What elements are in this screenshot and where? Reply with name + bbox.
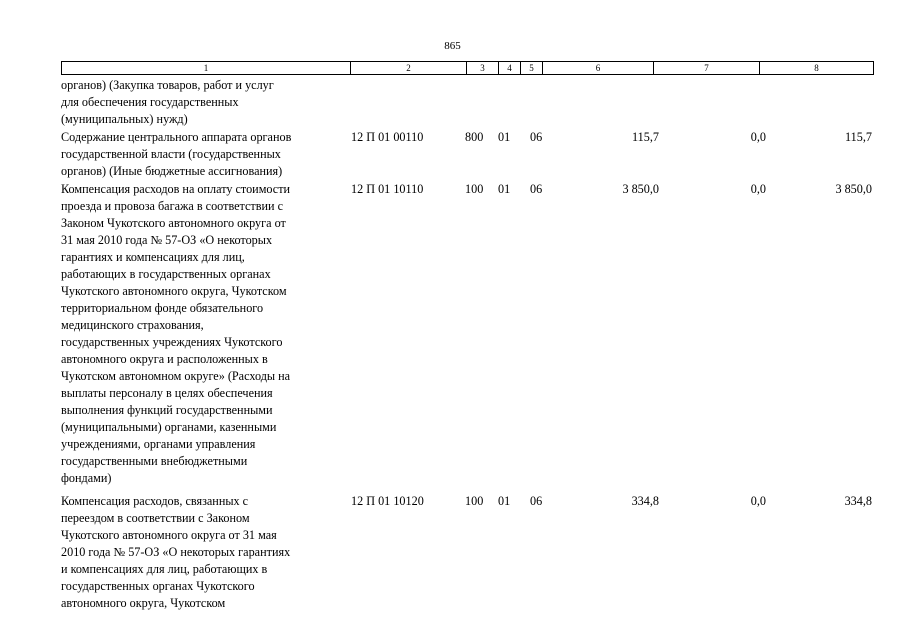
header-col-3: 3 bbox=[467, 62, 499, 74]
row-amount-1: 3 850,0 bbox=[622, 182, 659, 196]
row-amount-1: 334,8 bbox=[631, 494, 659, 508]
row-amount-2: 0,0 bbox=[750, 130, 766, 144]
header-col-5: 5 bbox=[521, 62, 543, 74]
row-amount-1: 115,7 bbox=[632, 130, 659, 144]
row-name: Компенсация расходов, связанных с переездом в соответствии с Законом Чукотского автономного округа от 31 мая 2010 года № 57-ОЗ «О некоторых гарантиях и компенсациях для лиц, работающих в государственных органах Чукотского автономного округа, Чукотском bbox=[61, 494, 291, 610]
header-col-2: 2 bbox=[351, 62, 467, 74]
row-amount-3: 3 850,0 bbox=[835, 182, 872, 196]
row-amount-2: 0,0 bbox=[750, 182, 766, 196]
row-expense-type: 800 bbox=[465, 130, 484, 144]
row-target-article: 12 П 01 10110 bbox=[351, 182, 424, 196]
row-name: Содержание центрального аппарата органов государственной власти (государственных органов) (Иные бюджетные ассигнования) bbox=[61, 130, 292, 178]
row-amount-3: 334,8 bbox=[844, 494, 872, 508]
row-subsection: 06 bbox=[530, 494, 543, 508]
header-col-4: 4 bbox=[499, 62, 521, 74]
row-amount-2: 0,0 bbox=[750, 494, 766, 508]
row-name: органов) (Закупка товаров, работ и услуг для обеспечения государственных (муниципальных) нужд) bbox=[61, 78, 274, 126]
row-expense-type: 100 bbox=[465, 182, 484, 196]
row-expense-type: 100 bbox=[465, 494, 484, 508]
row-section: 01 bbox=[498, 182, 511, 196]
page-number: 865 bbox=[444, 40, 461, 52]
row-subsection: 06 bbox=[530, 130, 543, 144]
header-col-8: 8 bbox=[760, 62, 874, 74]
header-col-1: 1 bbox=[62, 62, 351, 74]
row-amount-3: 115,7 bbox=[845, 130, 872, 144]
row-target-article: 12 П 01 00110 bbox=[351, 130, 424, 144]
row-subsection: 06 bbox=[530, 182, 543, 196]
header-col-7: 7 bbox=[654, 62, 760, 74]
table-header bbox=[61, 61, 874, 75]
row-section: 01 bbox=[498, 130, 511, 144]
row-target-article: 12 П 01 10120 bbox=[351, 494, 424, 508]
header-col-6: 6 bbox=[543, 62, 654, 74]
row-name: Компенсация расходов на оплату стоимости проезда и провоза багажа в соответствии с Законом Чукотского автономного округа от 31 мая 2010 года № 57-ОЗ «О некоторых гарантиях и компенсациях для лиц, работающих в государственных органах Чукотского автономного округа, Чукотском территориальном фонде обязательного медицинского страхования, государственных учреждениях Чукотского автономного округа и расположенных в Чукотском автономном округе» (Расходы на выплаты персоналу в целях обеспечения выполнения функций государственными (муниципальными) органами, казенными учреждениями, органами управления государственными внебюджетными фондами) bbox=[61, 182, 291, 485]
row-section: 01 bbox=[498, 494, 511, 508]
